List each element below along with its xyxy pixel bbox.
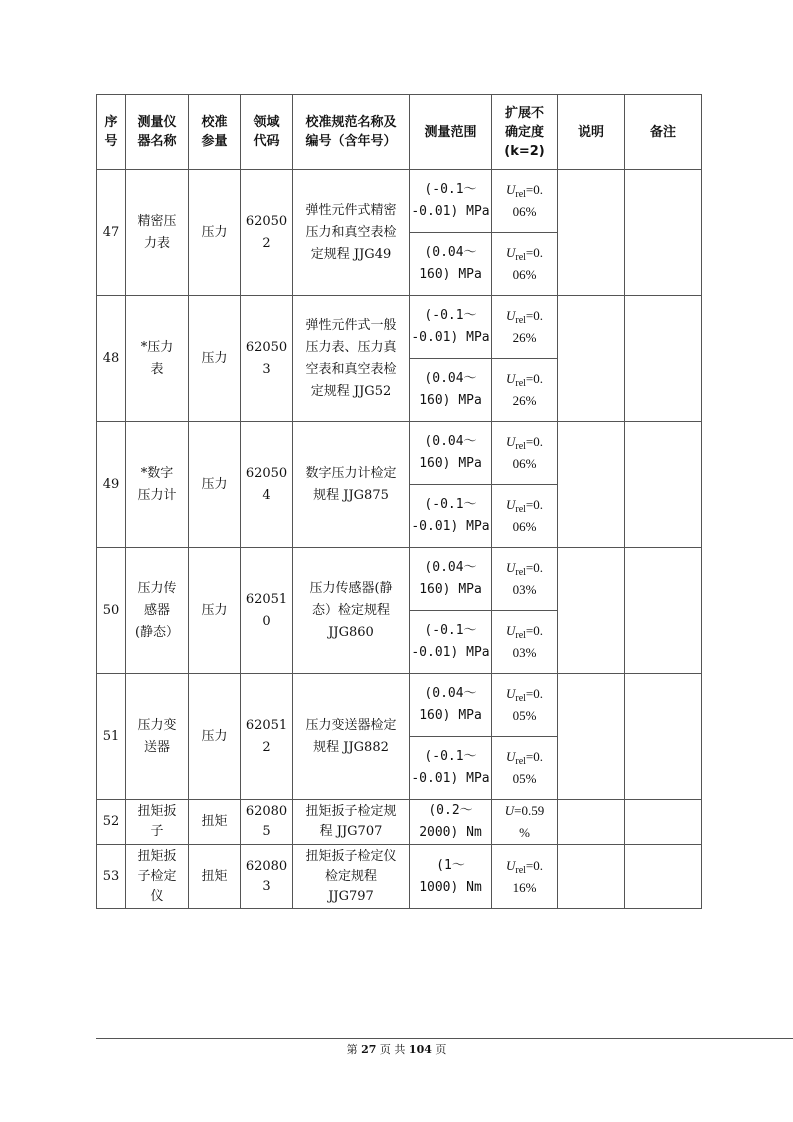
cell-uncertainty: $U_{rel}=0$. 03% — [492, 548, 558, 611]
footer-divider — [96, 1038, 793, 1039]
cell-range: (0.04～ 160) MPa — [410, 422, 492, 485]
cell-description — [558, 674, 625, 800]
header-uncertainty: 扩展不 确定度 (k=2) — [492, 95, 558, 170]
cell-field-code: 62051 0 — [241, 548, 293, 674]
cell-range: (0.04～ 160) MPa — [410, 233, 492, 296]
table-row — [97, 170, 702, 233]
cell-field-code: 62050 3 — [241, 296, 293, 422]
cell-specification: 扭矩扳子检定仪 检定规程 JJG797 — [293, 845, 410, 909]
cell-range: (-0.1～ -0.01) MPa — [410, 611, 492, 674]
page-footer: 第 27 页 共 104 页 — [346, 1043, 447, 1056]
cell-remark — [625, 800, 702, 845]
cell-range: (-0.1～ -0.01) MPa — [410, 737, 492, 800]
table-row — [97, 296, 702, 359]
cell-instrument-name: 扭矩扳 子检定 仪 — [126, 845, 189, 909]
cell-description — [558, 548, 625, 674]
cell-parameter: 压力 — [189, 296, 241, 422]
cell-field-code: 62080 5 — [241, 800, 293, 845]
page-number: 27 — [361, 1043, 377, 1056]
cell-instrument-name: 精密压 力表 — [126, 170, 189, 296]
table-row — [97, 800, 702, 845]
cell-specification: 数字压力计检定 规程 JJG875 — [293, 422, 410, 548]
cell-range: (0.04～ 160) MPa — [410, 674, 492, 737]
cell-uncertainty: $U_{rel}=0$. 06% — [492, 485, 558, 548]
table-row — [97, 548, 702, 611]
cell-remark — [625, 674, 702, 800]
cell-parameter: 扭矩 — [189, 800, 241, 845]
cell-range: (-0.1～ -0.01) MPa — [410, 296, 492, 359]
cell-uncertainty: $U_{rel}=0$. 26% — [492, 296, 558, 359]
cell-field-code: 62051 2 — [241, 674, 293, 800]
cell-instrument-name: 压力变 送器 — [126, 674, 189, 800]
header-specification: 校准规范名称及 编号（含年号） — [293, 95, 410, 170]
cell-parameter: 压力 — [189, 422, 241, 548]
table-header-row — [97, 95, 702, 170]
cell-uncertainty: $U_{rel}=0$. 06% — [492, 422, 558, 485]
table-row — [97, 845, 702, 909]
cell-range: (-0.1～ -0.01) MPa — [410, 170, 492, 233]
table-row — [97, 674, 702, 737]
cell-instrument-name: *数字 压力计 — [126, 422, 189, 548]
cell-specification: 压力变送器检定 规程 JJG882 — [293, 674, 410, 800]
cell-specification: 弹性元件式精密 压力和真空表检 定规程 JJG49 — [293, 170, 410, 296]
header-description: 说明 — [558, 95, 625, 170]
cell-field-code: 62050 4 — [241, 422, 293, 548]
cell-no: 53 — [97, 845, 126, 909]
table-row — [97, 422, 702, 485]
cell-specification: 弹性元件式一般 压力表、压力真 空表和真空表检 定规程 JJG52 — [293, 296, 410, 422]
header-remark: 备注 — [625, 95, 702, 170]
cell-specification: 扭矩扳子检定规 程 JJG707 — [293, 800, 410, 845]
cell-range: (0.04～ 160) MPa — [410, 359, 492, 422]
cell-parameter: 压力 — [189, 548, 241, 674]
cell-description — [558, 800, 625, 845]
cell-parameter: 压力 — [189, 674, 241, 800]
page-total: 104 — [408, 1043, 432, 1056]
cell-uncertainty: $U_{rel}=0$. 16% — [492, 845, 558, 909]
cell-uncertainty: $U_{rel}=0$. 06% — [492, 233, 558, 296]
header-instrument-name: 测量仪 器名称 — [126, 95, 189, 170]
cell-uncertainty: $U_{rel}=0$. 05% — [492, 674, 558, 737]
cell-remark — [625, 170, 702, 296]
cell-no: 51 — [97, 674, 126, 800]
cell-range: (-0.1～ -0.01) MPa — [410, 485, 492, 548]
cell-uncertainty: $U_{rel}=0$. 06% — [492, 170, 558, 233]
cell-range: (1～ 1000) Nm — [410, 845, 492, 909]
cell-range: (0.2～ 2000) Nm — [410, 800, 492, 845]
calibration-table — [96, 94, 702, 909]
cell-no: 50 — [97, 548, 126, 674]
header-no: 序 号 — [97, 95, 126, 170]
cell-range: (0.04～ 160) MPa — [410, 548, 492, 611]
cell-uncertainty: $U_{rel}=0$. 05% — [492, 737, 558, 800]
cell-remark — [625, 548, 702, 674]
cell-description — [558, 296, 625, 422]
cell-specification: 压力传感器(静 态）检定规程 JJG860 — [293, 548, 410, 674]
cell-remark — [625, 845, 702, 909]
cell-uncertainty: $U_{rel}=0$. 03% — [492, 611, 558, 674]
cell-no: 48 — [97, 296, 126, 422]
cell-parameter: 扭矩 — [189, 845, 241, 909]
cell-instrument-name: *压力 表 — [126, 296, 189, 422]
header-range: 测量范围 — [410, 95, 492, 170]
cell-parameter: 压力 — [189, 170, 241, 296]
cell-no: 47 — [97, 170, 126, 296]
cell-description — [558, 170, 625, 296]
cell-uncertainty: U=0.59 % — [492, 800, 558, 845]
cell-remark — [625, 296, 702, 422]
cell-field-code: 62050 2 — [241, 170, 293, 296]
cell-instrument-name: 扭矩扳 子 — [126, 800, 189, 845]
cell-field-code: 62080 3 — [241, 845, 293, 909]
cell-no: 52 — [97, 800, 126, 845]
cell-remark — [625, 422, 702, 548]
cell-description — [558, 845, 625, 909]
header-field-code: 领域 代码 — [241, 95, 293, 170]
cell-description — [558, 422, 625, 548]
header-parameter: 校准 参量 — [189, 95, 241, 170]
cell-instrument-name: 压力传 感器 (静态） — [126, 548, 189, 674]
cell-uncertainty: $U_{rel}=0$. 26% — [492, 359, 558, 422]
cell-no: 49 — [97, 422, 126, 548]
